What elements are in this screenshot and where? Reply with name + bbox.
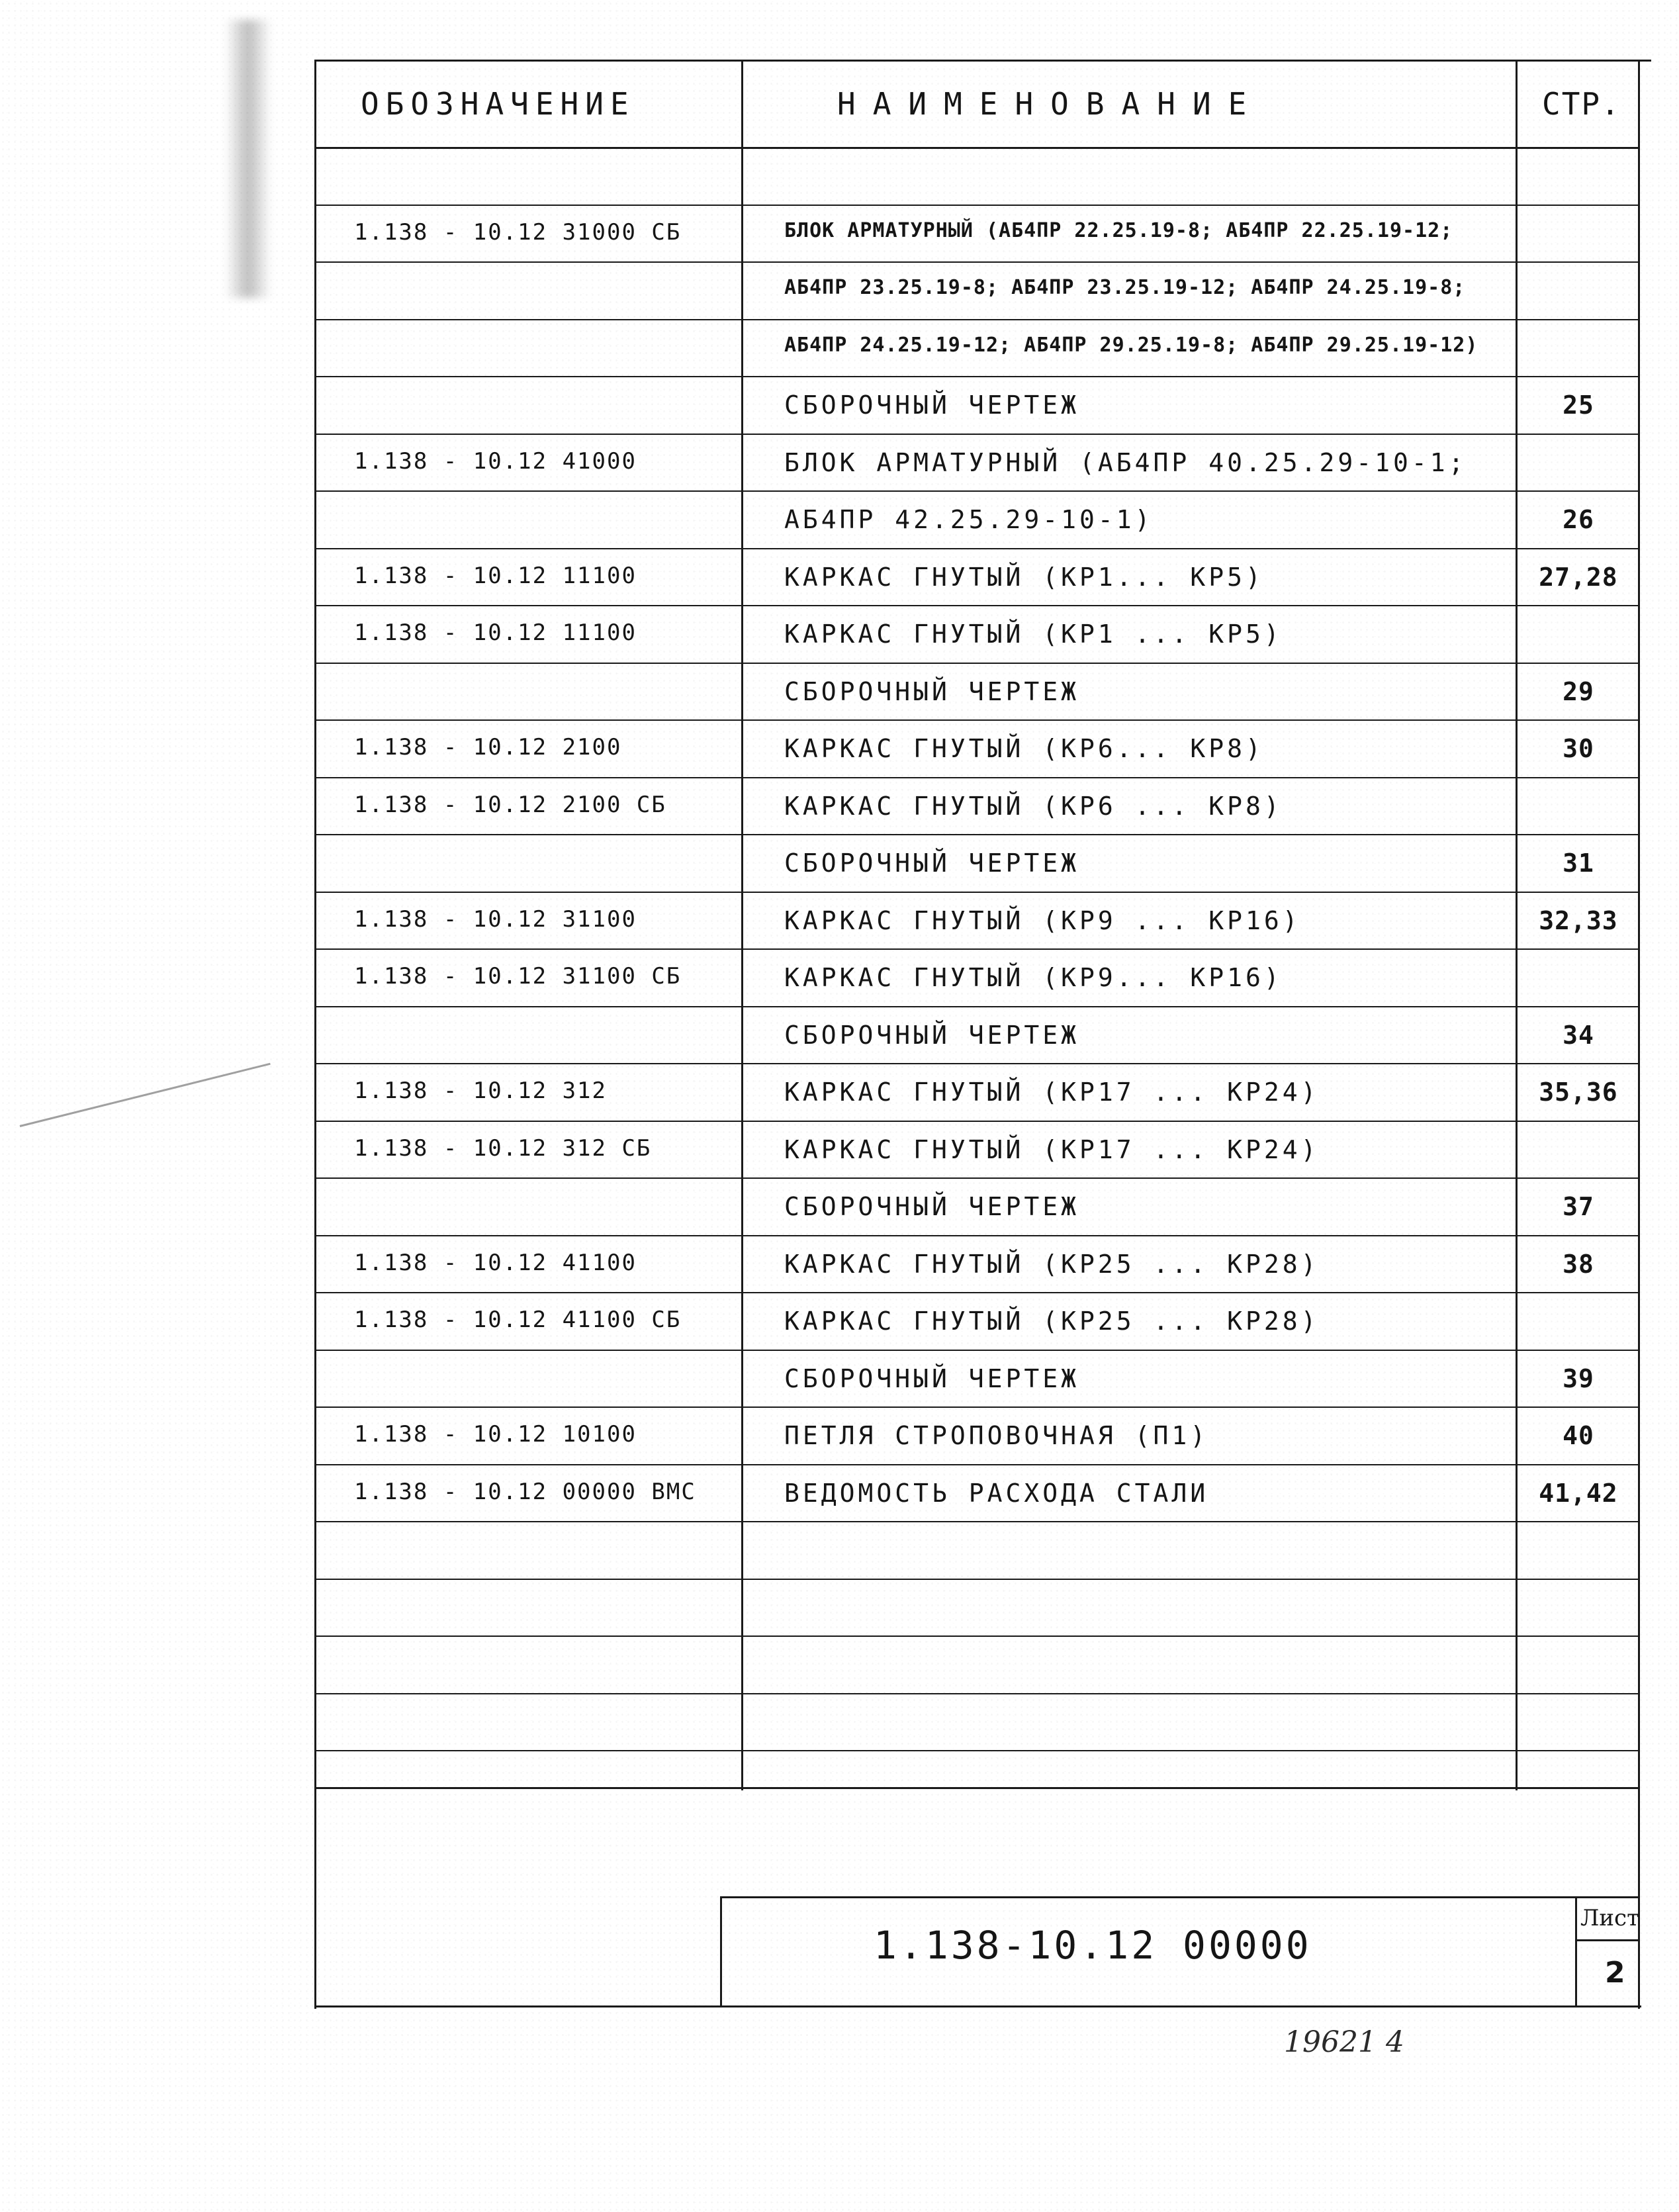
row-separator [314,1121,1638,1122]
sheet-label: Лист [1580,1905,1639,1931]
row-name: КАРКАС ГНУТЫЙ (КР1... КР5) [784,563,1264,592]
sheet-cell-left-line [1575,1896,1577,2007]
row-separator [314,319,1638,320]
row-name: СБОРОЧНЫЙ ЧЕРТЕЖ [784,1192,1080,1221]
row-separator [314,1177,1638,1179]
row-name: КАРКАС ГНУТЫЙ (КР9 ... КР16) [784,906,1301,935]
row-page: 29 [1563,677,1594,706]
row-separator [314,1464,1638,1465]
empty-row-separator [314,1636,1638,1637]
row-name: СБОРОЧНЫЙ ЧЕРТЕЖ [784,1021,1080,1050]
row-designation: 1.138 - 10.12 31000 СБ [354,219,682,246]
scan-edge-shadow [225,20,271,298]
row-separator [314,1292,1638,1293]
row-name: ПЕТЛЯ СТРОПОВОЧНАЯ (П1) [784,1421,1209,1450]
row-separator [314,434,1638,435]
row-designation: 1.138 - 10.12 312 СБ [354,1135,652,1162]
row-separator [314,1006,1638,1007]
row-name: БЛОК АРМАТУРНЫЙ (АБ4ПР 40.25.29-10-1; [784,448,1467,477]
row-designation: 1.138 - 10.12 41100 [354,1250,637,1276]
row-name: КАРКАС ГНУТЫЙ (КР25 ... КР28) [784,1250,1320,1279]
row-page: 41,42 [1539,1479,1618,1508]
row-name: КАРКАС ГНУТЫЙ (КР6... КР8) [784,734,1264,763]
row-designation: 1.138 - 10.12 11100 [354,563,637,589]
row-page: 25 [1563,391,1594,420]
sheet-cell-mid-line [1575,1939,1640,1941]
row-name: СБОРОЧНЫЙ ЧЕРТЕЖ [784,1364,1080,1393]
header-page: СТР. [1542,86,1621,122]
row-page: 30 [1563,734,1594,763]
row-separator [314,490,1638,492]
row-separator [314,1406,1638,1408]
row-designation: 1.138 - 10.12 41000 [354,448,637,475]
frame-bottom-line [314,2005,1641,2007]
row-page: 39 [1563,1364,1594,1393]
row-designation: 1.138 - 10.12 2100 СБ [354,792,666,818]
row-name: КАРКАС ГНУТЫЙ (КР9... КР16) [784,963,1283,992]
row-name: ВЕДОМОСТЬ РАСХОДА СТАЛИ [784,1479,1209,1508]
row-name: КАРКАС ГНУТЫЙ (КР1 ... КР5) [784,620,1283,649]
row-separator [314,1063,1638,1064]
row-name: КАРКАС ГНУТЫЙ (КР25 ... КР28) [784,1307,1320,1336]
row-separator [314,719,1638,721]
row-designation: 1.138 - 10.12 31100 СБ [354,963,682,990]
row-separator [314,1235,1638,1236]
row-page: 26 [1563,505,1594,534]
row-separator [314,261,1638,263]
row-name: СБОРОЧНЫЙ ЧЕРТЕЖ [784,677,1080,706]
row-separator [314,1521,1638,1522]
handwritten-note: 19621 4 [1284,2025,1404,2059]
row-separator [314,834,1638,835]
row-name: АБ4ПР 23.25.19-8; АБ4ПР 23.25.19-12; АБ4ПР 24.25.19-8; [784,276,1466,299]
row-designation: 1.138 - 10.12 2100 [354,734,622,760]
row-name: СБОРОЧНЫЙ ЧЕРТЕЖ [784,391,1080,420]
sheet-number: 2 [1605,1956,1625,1990]
row-separator [314,777,1638,778]
row-separator [314,605,1638,606]
row-page: 40 [1563,1421,1594,1450]
row-name: АБ4ПР 24.25.19-12; АБ4ПР 29.25.19-8; АБ4ПР 29.25.19-12) [784,334,1478,357]
header-designation: ОБОЗНАЧЕНИЕ [361,86,635,122]
row-separator [314,1350,1638,1351]
drawing-code: 1.138-10.12 00000 [874,1923,1312,1968]
frame-top-line [314,60,1651,62]
stamp-left-line [720,1896,722,2007]
row-page: 34 [1563,1021,1594,1050]
row-name: АБ4ПР 42.25.29-10-1) [784,505,1154,534]
row-separator [314,892,1638,893]
row-separator [314,663,1638,664]
row-designation: 1.138 - 10.12 31100 [354,906,637,933]
header-bottom-line [314,147,1638,149]
row-separator [314,205,1638,206]
row-designation: 1.138 - 10.12 41100 СБ [354,1307,682,1333]
row-name: СБОРОЧНЫЙ ЧЕРТЕЖ [784,849,1080,878]
header-name: НАИМЕНОВАНИЕ [837,86,1264,122]
row-designation: 1.138 - 10.12 00000 ВМС [354,1479,696,1505]
empty-row-separator [314,1693,1638,1694]
row-page: 32,33 [1539,906,1618,935]
row-separator [314,948,1638,950]
row-designation: 1.138 - 10.12 11100 [354,620,637,646]
row-designation: 1.138 - 10.12 10100 [354,1421,637,1448]
table-bottom-line [314,1787,1638,1789]
row-page: 31 [1563,849,1594,878]
frame-right-line [1638,60,1640,2009]
row-name: КАРКАС ГНУТЫЙ (КР17 ... КР24) [784,1135,1320,1164]
row-page: 37 [1563,1192,1594,1221]
empty-row-separator [314,1579,1638,1580]
row-name: КАРКАС ГНУТЫЙ (КР17 ... КР24) [784,1078,1320,1107]
row-page: 27,28 [1539,563,1618,592]
row-page: 38 [1563,1250,1594,1279]
frame-left-line [314,60,316,2009]
row-separator [314,548,1638,549]
row-designation: 1.138 - 10.12 312 [354,1078,607,1104]
row-name: КАРКАС ГНУТЫЙ (КР6 ... КР8) [784,792,1283,821]
stamp-top-line [720,1896,1640,1898]
empty-row-separator [314,1750,1638,1751]
row-page: 35,36 [1539,1078,1618,1107]
row-name: БЛОК АРМАТУРНЫЙ (АБ4ПР 22.25.19-8; АБ4ПР 22.25.19-12; [784,219,1453,242]
row-separator [314,376,1638,377]
